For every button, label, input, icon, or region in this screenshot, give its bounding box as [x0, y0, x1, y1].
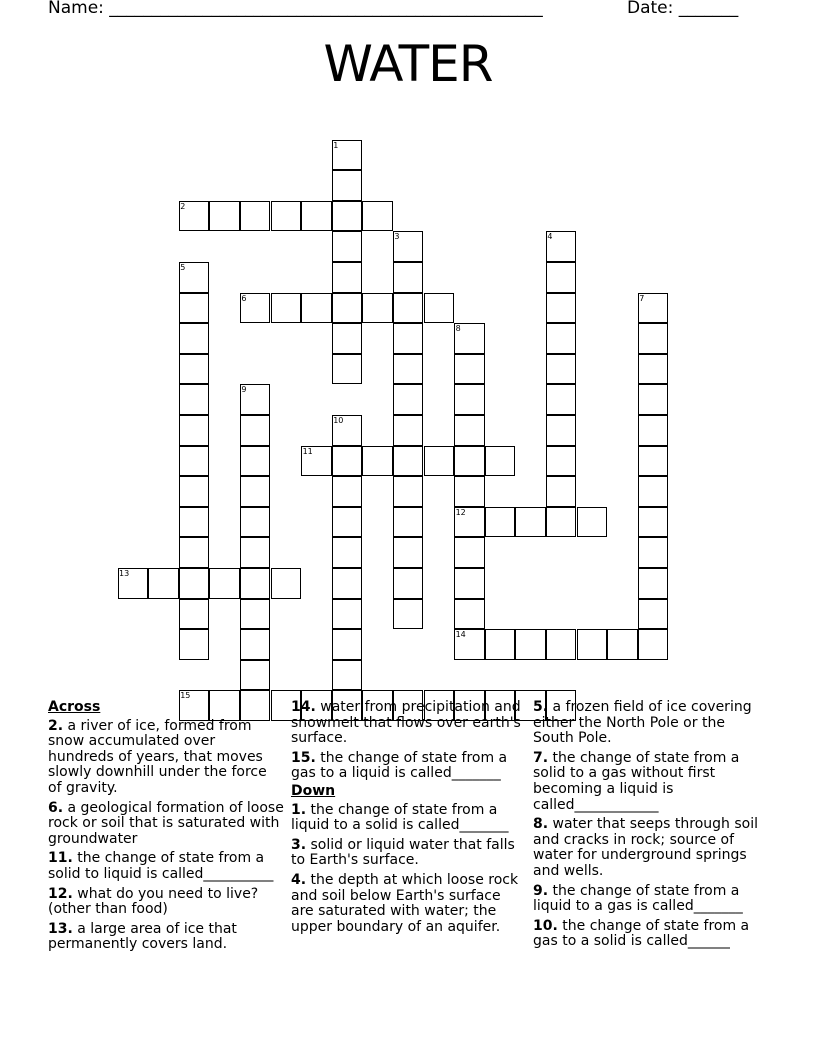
crossword-cell[interactable]	[546, 384, 577, 415]
crossword-cell[interactable]	[638, 629, 669, 660]
crossword-cell[interactable]	[638, 384, 669, 415]
date-field-label: Date: _______	[627, 0, 739, 18]
clues-column-3	[533, 700, 769, 954]
crossword-cell[interactable]	[454, 568, 485, 599]
clue-text: the depth at which loose rock and soil below Earth's surface are saturated with water; the upper boundary of an aquifer.	[291, 871, 519, 935]
crossword-cell[interactable]	[179, 568, 210, 599]
crossword-cell[interactable]	[332, 140, 363, 171]
crossword-cell[interactable]	[393, 262, 424, 293]
crossword-cell[interactable]	[638, 568, 669, 599]
crossword-cell[interactable]	[332, 293, 363, 324]
crossword-cell[interactable]	[393, 476, 424, 507]
crossword-cell[interactable]	[271, 568, 302, 599]
crossword-cell[interactable]	[546, 323, 577, 354]
crossword-cell[interactable]	[485, 507, 516, 538]
crossword-cell[interactable]	[179, 599, 210, 630]
clue-number-label: 4	[547, 232, 553, 242]
crossword-cell[interactable]	[240, 384, 271, 415]
crossword-cell[interactable]	[454, 629, 485, 660]
down-clue-list-continued	[533, 700, 769, 950]
crossword-cell[interactable]	[301, 446, 332, 477]
crossword-cell[interactable]	[209, 201, 240, 232]
clue-item	[48, 801, 284, 848]
across-clue-list-continued	[291, 700, 523, 782]
crossword-cell[interactable]	[179, 262, 210, 293]
clue-text: the change of state from a liquid to a solid is called_______	[291, 801, 509, 834]
clue-text: the change of state from a liquid to a gas is called_______	[533, 882, 743, 915]
crossword-cell[interactable]	[454, 537, 485, 568]
crossword-cell[interactable]	[393, 323, 424, 354]
clues-column-1	[48, 700, 284, 957]
crossword-cell[interactable]	[179, 354, 210, 385]
crossword-cell[interactable]	[454, 415, 485, 446]
clue-number: 13.	[48, 920, 73, 937]
crossword-cell[interactable]	[332, 568, 363, 599]
crossword-cell[interactable]	[148, 568, 179, 599]
clue-text: a river of ice, formed from snow accumulated over hundreds of years, that moves slowly downhill under the force of gravity.	[48, 717, 267, 796]
clue-item	[533, 817, 769, 879]
crossword-cell[interactable]	[362, 293, 393, 324]
crossword-cell[interactable]	[332, 170, 363, 201]
crossword-cell[interactable]	[271, 293, 302, 324]
clue-text: solid or liquid water that falls to Earth's surface.	[291, 836, 515, 869]
crossword-cell[interactable]	[209, 568, 240, 599]
clue-number-label: 2	[180, 201, 186, 211]
crossword-cell[interactable]	[393, 293, 424, 324]
clue-text: the change of state from a gas to a solid is called______	[533, 917, 750, 950]
crossword-cell[interactable]	[393, 354, 424, 385]
crossword-cell[interactable]	[240, 660, 271, 691]
clue-number: 9.	[533, 882, 549, 899]
crossword-cell[interactable]	[607, 629, 638, 660]
crossword-cell[interactable]	[332, 201, 363, 232]
crossword-cell[interactable]	[515, 629, 546, 660]
crossword-cell[interactable]	[546, 446, 577, 477]
crossword-cell[interactable]	[546, 415, 577, 446]
crossword-cell[interactable]	[332, 476, 363, 507]
crossword-cell[interactable]	[393, 537, 424, 568]
clue-text: a geological formation of loose rock or soil that is saturated with groundwater	[48, 799, 284, 847]
crossword-cell[interactable]	[577, 507, 608, 538]
clue-item	[48, 719, 284, 797]
crossword-cell[interactable]	[546, 507, 577, 538]
clue-number-label: 13	[119, 569, 130, 578]
crossword-cell[interactable]	[454, 599, 485, 630]
clue-text: water from precipitation and snowmelt that flows over earth's surface.	[291, 699, 521, 747]
crossword-cell[interactable]	[179, 293, 210, 324]
crossword-cell[interactable]	[546, 629, 577, 660]
clue-number-label: 1	[333, 140, 339, 150]
clue-number-label: 7	[639, 293, 645, 303]
clue-number: 14.	[291, 699, 316, 715]
crossword-cell[interactable]	[393, 507, 424, 538]
down-heading: Down	[291, 782, 336, 799]
crossword-cell[interactable]	[118, 568, 149, 599]
crossword-cell[interactable]	[240, 446, 271, 477]
crossword-cell[interactable]	[454, 507, 485, 538]
crossword-cell[interactable]	[332, 323, 363, 354]
crossword-cell[interactable]	[332, 415, 363, 446]
down-clue-list	[291, 803, 523, 936]
crossword-cell[interactable]	[638, 507, 669, 538]
crossword-cell[interactable]	[485, 446, 516, 477]
crossword-cell[interactable]	[179, 415, 210, 446]
crossword-cell[interactable]	[179, 629, 210, 660]
clue-number: 5.	[533, 699, 549, 715]
crossword-cell[interactable]	[485, 629, 516, 660]
crossword-cell[interactable]	[240, 629, 271, 660]
clue-item	[48, 851, 284, 882]
crossword-cell[interactable]	[179, 384, 210, 415]
clue-text: the change of state from a solid to liquid is called__________	[48, 850, 274, 882]
clue-text: the change of state from a solid to a gas without first becoming a liquid is called____________	[533, 749, 740, 813]
crossword-cell[interactable]	[577, 629, 608, 660]
clue-number: 15.	[291, 749, 316, 766]
crossword-cell[interactable]	[638, 599, 669, 630]
crossword-cell[interactable]	[454, 476, 485, 507]
crossword-cell[interactable]	[424, 446, 455, 477]
clue-number: 11.	[48, 850, 73, 867]
crossword-cell[interactable]	[240, 415, 271, 446]
crossword-cell[interactable]	[638, 446, 669, 477]
crossword-cell[interactable]	[546, 354, 577, 385]
clue-text: the change of state from a gas to a liquid is called_______	[291, 749, 508, 782]
crossword-cell[interactable]	[179, 537, 210, 568]
crossword-cell[interactable]	[638, 293, 669, 324]
crossword-cell[interactable]	[546, 231, 577, 262]
crossword-cell[interactable]	[301, 201, 332, 232]
crossword-cell[interactable]	[332, 262, 363, 293]
crossword-cell[interactable]	[179, 507, 210, 538]
crossword-cell[interactable]	[454, 354, 485, 385]
across-clue-list	[48, 719, 284, 953]
clue-number: 8.	[533, 816, 549, 833]
clue-item	[533, 919, 769, 950]
clue-item	[291, 751, 523, 782]
clue-item	[48, 922, 284, 953]
crossword-cell[interactable]	[271, 201, 302, 232]
clues-column-2	[291, 700, 523, 939]
clue-number: 10.	[533, 917, 558, 934]
clue-number: 2.	[48, 717, 64, 734]
crossword-cell[interactable]	[332, 231, 363, 262]
clue-text: a large area of ice that permanently covers land.	[48, 920, 237, 953]
crossword-cell[interactable]	[393, 446, 424, 477]
crossword-cell[interactable]	[240, 568, 271, 599]
crossword-cell[interactable]	[454, 323, 485, 354]
crossword-cell[interactable]	[638, 415, 669, 446]
crossword-cell[interactable]	[332, 507, 363, 538]
crossword-cell[interactable]	[179, 446, 210, 477]
crossword-cell[interactable]	[515, 507, 546, 538]
crossword-cell[interactable]	[454, 446, 485, 477]
clue-number: 6.	[48, 799, 64, 816]
crossword-cell[interactable]	[393, 231, 424, 262]
crossword-cell[interactable]	[301, 293, 332, 324]
across-heading: Across	[48, 699, 101, 715]
clue-item	[291, 873, 523, 935]
clue-number-label: 12	[455, 507, 466, 517]
crossword-cell[interactable]	[240, 599, 271, 630]
clue-number-label: 8	[455, 324, 461, 334]
crossword-cell[interactable]	[393, 384, 424, 415]
clue-text: what do you need to live?(other than food)	[48, 885, 259, 918]
crossword-cell[interactable]	[240, 201, 271, 232]
clue-number: 7.	[533, 749, 549, 766]
clue-item	[533, 751, 769, 813]
crossword-cell[interactable]	[454, 384, 485, 415]
clue-number-label: 6	[241, 293, 247, 303]
crossword-cell[interactable]	[638, 323, 669, 354]
clue-item	[533, 700, 769, 747]
crossword-cell[interactable]	[332, 629, 363, 660]
page-title: WATER	[323, 35, 493, 93]
clue-text: water that seeps through soil and cracks in rock; source of water for underground springs and wells.	[533, 816, 758, 879]
crossword-cell[interactable]	[332, 537, 363, 568]
crossword-cell[interactable]	[546, 293, 577, 324]
crossword-cell[interactable]	[240, 476, 271, 507]
crossword-cell[interactable]	[638, 354, 669, 385]
clue-item	[291, 838, 523, 869]
crossword-cell[interactable]	[332, 446, 363, 477]
clue-number-label: 9	[241, 385, 247, 395]
crossword-cell[interactable]	[332, 660, 363, 691]
clue-number: 12.	[48, 885, 73, 902]
crossword-cell[interactable]	[638, 476, 669, 507]
clue-number-label: 10	[333, 416, 344, 425]
crossword-cell[interactable]	[393, 415, 424, 446]
crossword-cell[interactable]	[362, 446, 393, 477]
clue-item	[291, 803, 523, 834]
crossword-cell[interactable]	[240, 293, 271, 324]
crossword-cell[interactable]	[240, 537, 271, 568]
clue-number: 3.	[291, 836, 307, 853]
clue-item	[291, 700, 523, 747]
crossword-cell[interactable]	[393, 568, 424, 599]
crossword-cell[interactable]	[179, 476, 210, 507]
crossword-cell[interactable]	[424, 293, 455, 324]
clue-number-label: 11	[302, 446, 313, 456]
clue-item	[48, 887, 284, 918]
clue-number: 4.	[291, 871, 307, 888]
crossword-cell[interactable]	[332, 599, 363, 630]
crossword-cell[interactable]	[332, 354, 363, 385]
clue-number-label: 15	[180, 691, 191, 701]
clue-number-label: 5	[180, 263, 186, 272]
crossword-cell[interactable]	[179, 323, 210, 354]
crossword-cell[interactable]	[546, 262, 577, 293]
crossword-cell[interactable]	[393, 599, 424, 630]
clue-item	[533, 884, 769, 915]
crossword-cell[interactable]	[240, 507, 271, 538]
name-field-label: Name: ___________________________________________________	[48, 0, 543, 18]
clue-number-label: 3	[394, 232, 400, 242]
clue-number-label: 14	[455, 630, 466, 640]
crossword-cell[interactable]	[362, 201, 393, 232]
crossword-cell[interactable]	[546, 476, 577, 507]
crossword-cell[interactable]	[179, 201, 210, 232]
clue-number: 1.	[291, 801, 307, 818]
crossword-cell[interactable]	[638, 537, 669, 568]
clue-text: a frozen field of ice covering either the North Pole or the South Pole.	[533, 699, 752, 747]
